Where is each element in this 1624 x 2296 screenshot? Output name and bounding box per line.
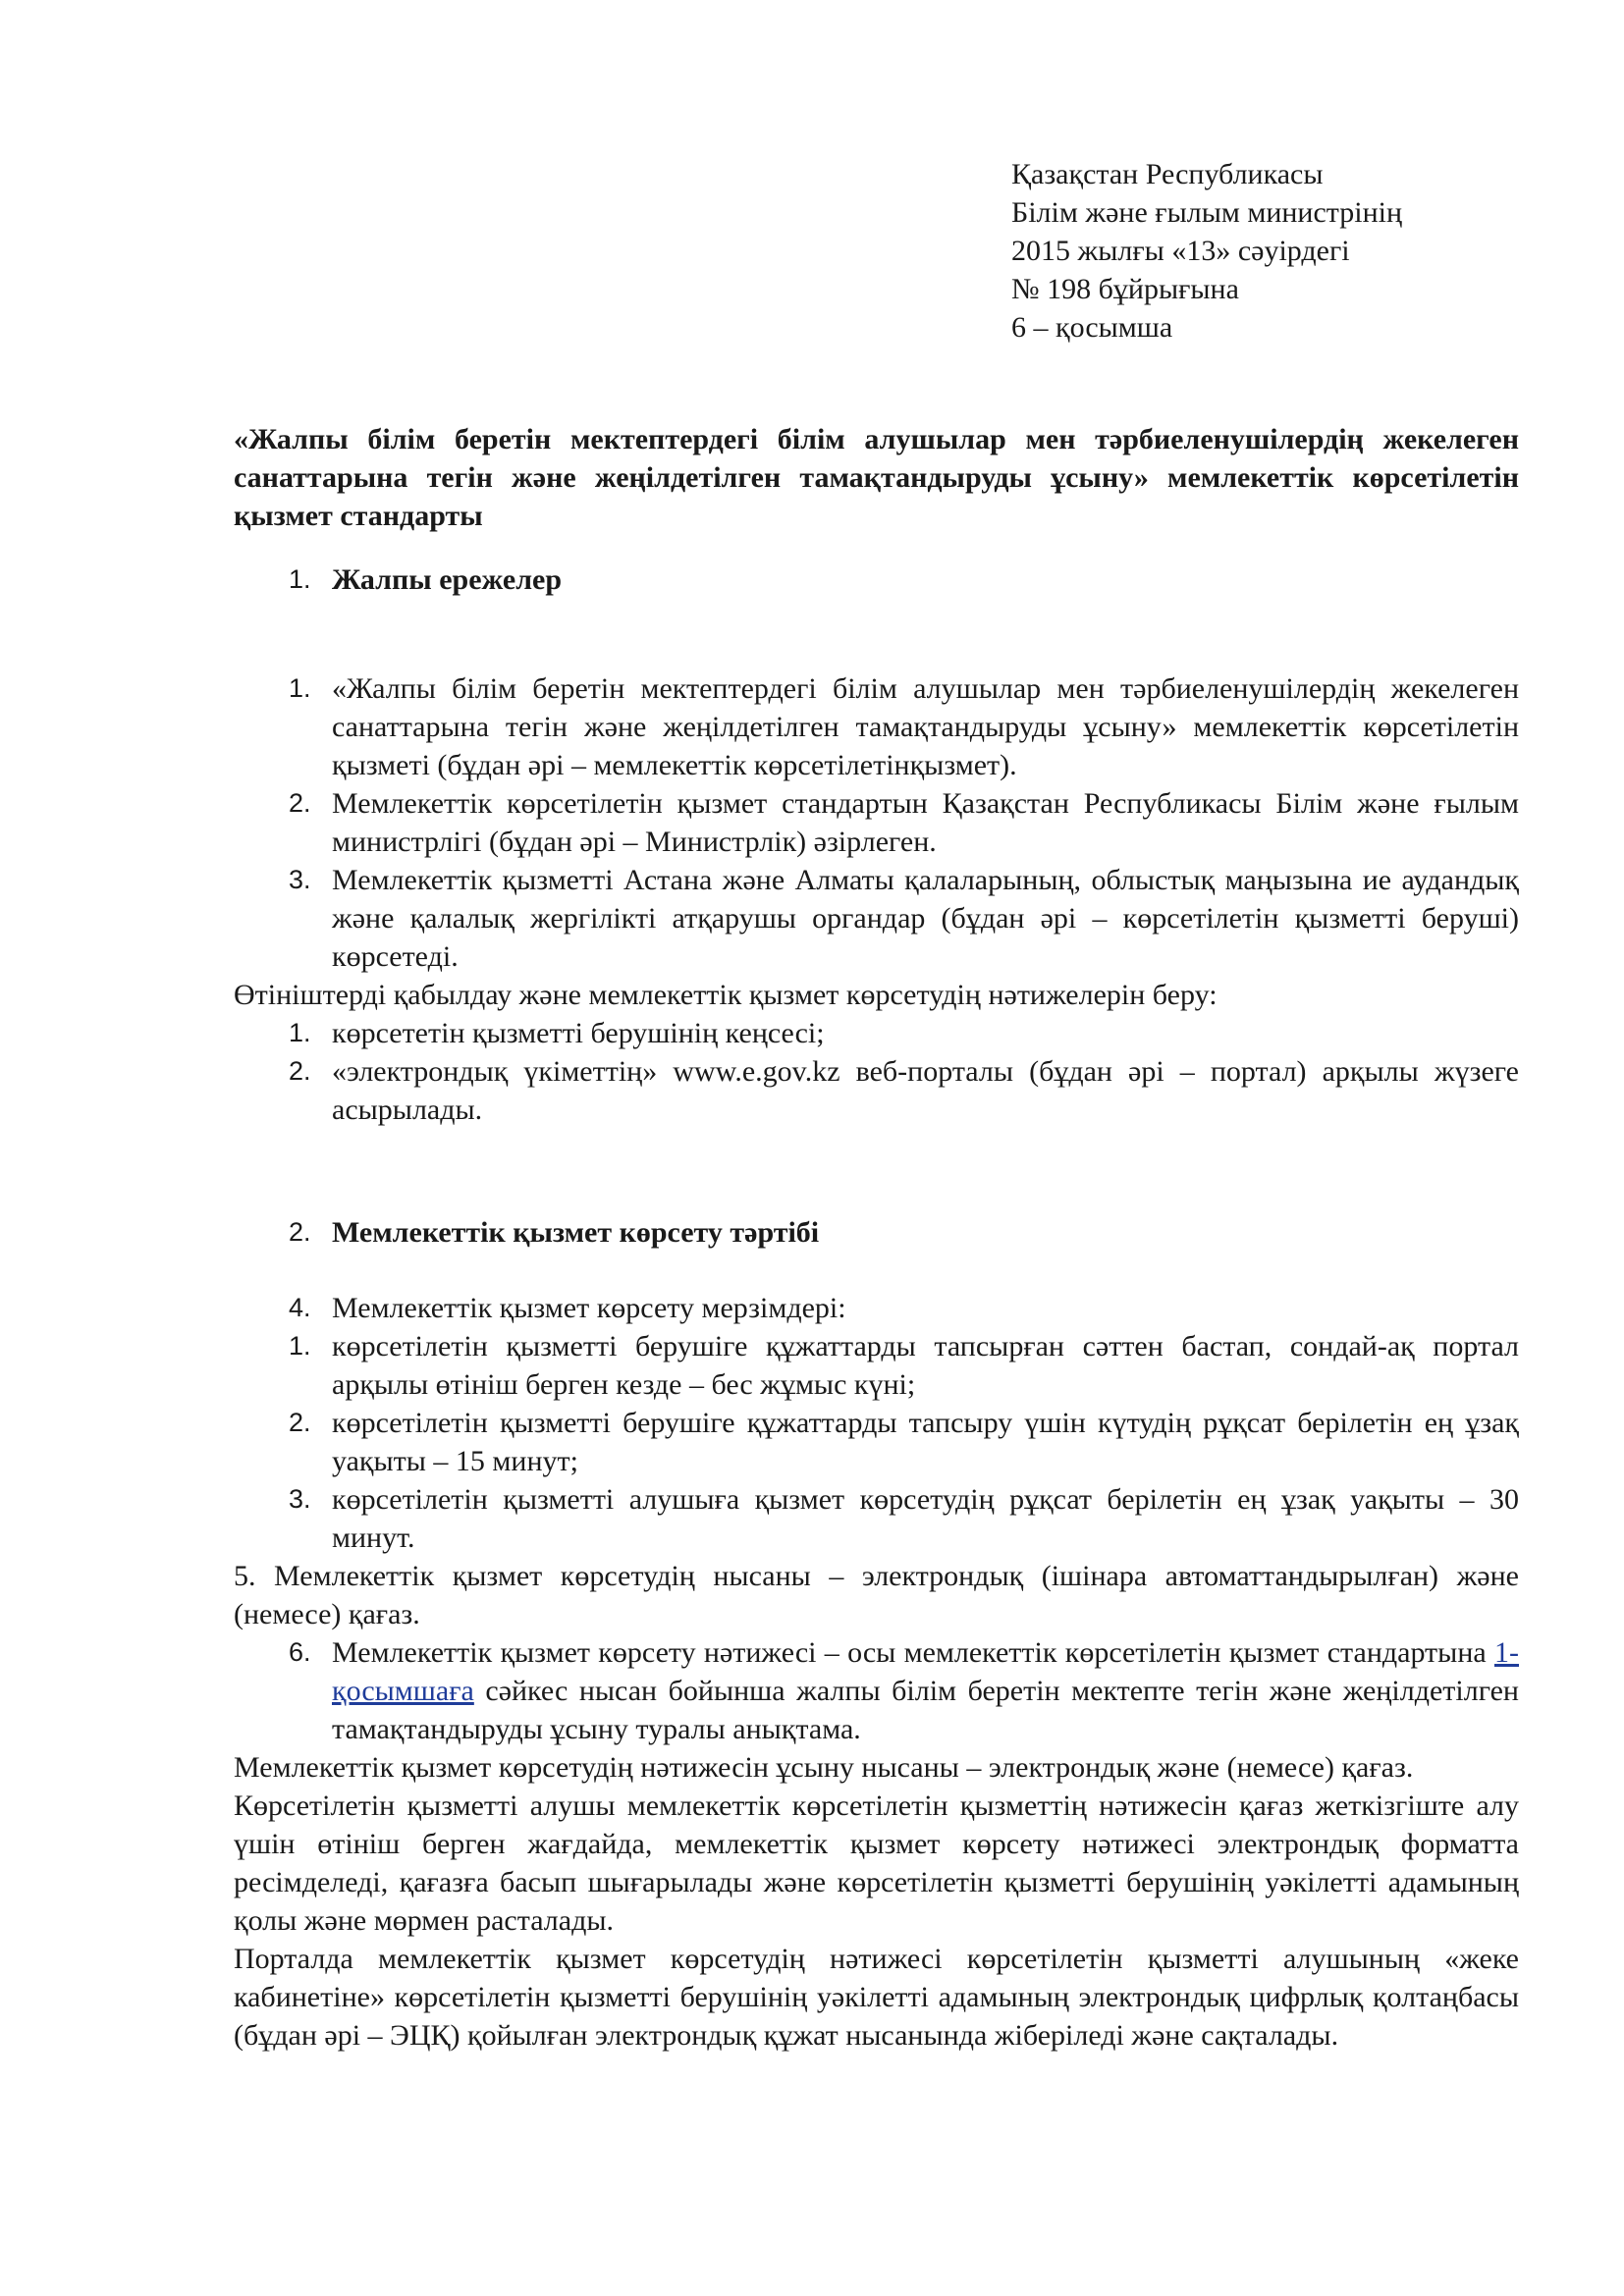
item-number: 3.: [289, 1484, 311, 1514]
list-item: [234, 1480, 1519, 1557]
item-number: 2.: [289, 788, 311, 818]
section-number: 2.: [289, 1217, 311, 1247]
item-number: 4.: [289, 1293, 311, 1322]
list-item: [234, 1404, 1519, 1480]
result-form-paragraph: Мемлекеттік қызмет көрсетудің нәтижесін ұсыну нысаны – электрондық және (немесе) қағаз.: [234, 1751, 1414, 1784]
item-number: 2.: [289, 1408, 311, 1437]
item-number: 3.: [289, 865, 311, 894]
list-item: [234, 1289, 1519, 1327]
item-text: [332, 1633, 1519, 1748]
item-text: «Жалпы білім беретін мектептердегі білім алушылар мен тәрбиеленушілердің жекелеген санаттарына тегін және жеңілдетілген тамақтандыруды ұсыну» мемлекеттік көрсетілетін қызметі (бұдан әрі – мемлекеттік көрсетілетінқызмет).: [332, 672, 1519, 781]
item-text: Мемлекеттік қызметті Астана және Алматы қалаларының, облыстық маңызына ие аудандық және қалалық жергілікті атқарушы органдар (бұдан әрі – көрсетілетін қызметті беруші) көрсетеді.: [332, 864, 1519, 973]
item-text: Мемлекеттік қызмет көрсету мерзімдері:: [332, 1292, 846, 1324]
item-text: Мемлекеттік көрсетілетін қызмет стандартын Қазақстан Республикасы Білім және ғылым министрлігі (бұдан әрі – Министрлік) әзірлеген.: [332, 787, 1519, 858]
item-text: көрсетілетін қызметті берушіге құжаттарды тапсырған сәттен бастап, сондай-ақ портал арқылы өтініш берген кезде – бес жұмыс күні;: [332, 1330, 1519, 1401]
item-number: 1.: [289, 1331, 311, 1361]
item-6-text-after: сәйкес нысан бойынша жалпы білім беретін мектепте тегін және жеңілдетілген тамақтандыруды ұсыну туралы анықтама.: [332, 1675, 1519, 1745]
item-text: көрсетілетін қызметті алушыға қызмет көрсетудің рұқсат берілетін ең ұзақ уақыты – 30 минут.: [332, 1483, 1519, 1554]
header-line: № 198 бұйрығына: [1011, 273, 1239, 305]
item-text: көрсететін қызметті берушінің кеңсесі;: [332, 1017, 825, 1049]
item-number: 1.: [289, 1018, 311, 1047]
item-text: «электрондық үкіметтің» www.e.gov.kz веб-порталы (бұдан әрі – портал) арқылы жүзеге асырылады.: [332, 1055, 1519, 1126]
header-line: 2015 жылғы «13» сәуірдегі: [1011, 235, 1350, 267]
section-title: Мемлекеттік қызмет көрсету тәртібі: [332, 1216, 820, 1249]
portal-result-paragraph: Порталда мемлекеттік қызмет көрсетудің нәтижесі көрсетілетін қызметті алушының «жеке кабинетіне» көрсетілетін қызметті берушінің уәкілетті адамының электрондық цифрлық қолтаңбасы (бұдан әрі – ЭЦҚ) қойылған электрондық құжат нысанында жіберіледі және сақталады.: [234, 1943, 1519, 2052]
header-line: 6 – қосымша: [1011, 311, 1173, 344]
item-5-paragraph: 5. Мемлекеттік қызмет көрсетудің нысаны – электрондық (ішінара автоматтандырылған) және (немесе) қағаз.: [234, 1560, 1519, 1630]
list-item: [234, 784, 1519, 861]
section-title: Жалпы ережелер: [332, 563, 563, 596]
intro-paragraph: Өтініштерді қабылдау және мемлекеттік қызмет көрсетудің нәтижелерін беру:: [234, 979, 1218, 1011]
section-heading: [234, 561, 1519, 599]
approval-header: [1011, 155, 1402, 347]
list-item: [234, 1014, 1519, 1052]
document-body: [234, 420, 1519, 2055]
list-item: [234, 669, 1519, 784]
list-item: [234, 861, 1519, 976]
paper-result-paragraph: Көрсетілетін қызметті алушы мемлекеттік көрсетілетін қызметтің нәтижесін қағаз жеткізгіште алу үшін өтініш берген жағдайда, мемлекеттік қызмет көрсету нәтижесі электрондық форматта ресімделеді, қағазға басып шығарылады және көрсетілетін қызметті берушінің уәкілетті адамының қолы және мөрмен расталады.: [234, 1789, 1519, 1937]
section2-items: [234, 1289, 1519, 2055]
section-number: 1.: [289, 564, 311, 594]
document-title: «Жалпы білім беретін мектептердегі білім алушылар мен тәрбиеленушілердің жекелеген санаттарына тегін және жеңілдетілген тамақтандыруды ұсыну» мемлекеттік көрсетілетін қызмет стандарты: [234, 423, 1519, 532]
annex-1-link[interactable]: 1-қосымшаға: [332, 1636, 1519, 1707]
section1-items: [234, 669, 1519, 1129]
section-heading: [234, 1213, 1519, 1252]
item-6-text-before: Мемлекеттік қызмет көрсету нәтижесі – осы мемлекеттік көрсетілетін қызмет стандартына: [332, 1636, 1494, 1669]
list-item: [234, 1052, 1519, 1129]
item-number: 2.: [289, 1056, 311, 1086]
item-number: 1.: [289, 673, 311, 703]
list-item: [234, 1633, 1519, 1748]
item-number: 6.: [289, 1637, 311, 1667]
header-line: Қазақстан Республикасы: [1011, 158, 1324, 190]
header-line: Білім және ғылым министрінің: [1011, 196, 1403, 229]
list-item: [234, 1327, 1519, 1404]
item-text: көрсетілетін қызметті берушіге құжаттарды тапсыру үшін күтудің рұқсат берілетін ең ұзақ уақыты – 15 минут;: [332, 1407, 1519, 1477]
